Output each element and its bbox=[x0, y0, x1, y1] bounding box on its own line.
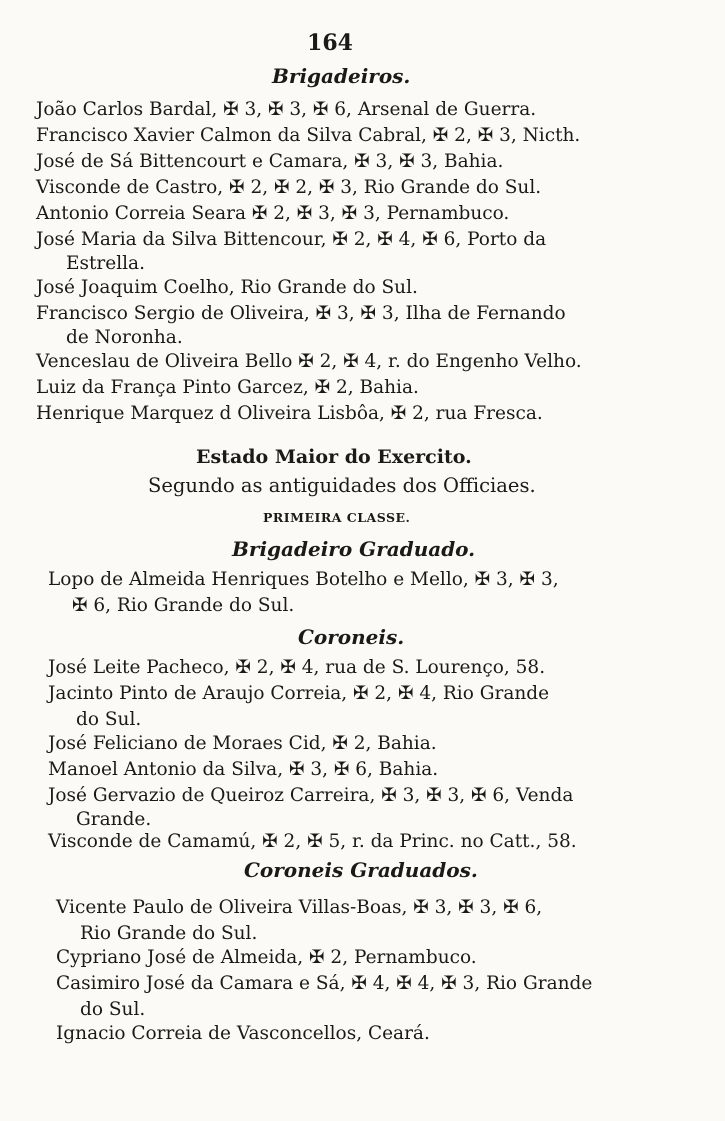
brigadeiro-graduado-heading: Brigadeiro Graduado. bbox=[232, 537, 476, 561]
entry-line: José de Sá Bittencourt e Camara, ✠ 3, ✠ 3, Bahia. bbox=[36, 151, 504, 172]
entry-line: José Gervazio de Queiroz Carreira, ✠ 3, ✠ 3, ✠ 6, Venda bbox=[48, 785, 574, 806]
staff-title: Estado Maior do Exercito. bbox=[196, 446, 472, 468]
coroneis-graduados-heading: Coroneis Graduados. bbox=[244, 858, 478, 882]
section-heading-brigadeiros: Brigadeiros. bbox=[272, 64, 411, 88]
staff-subtitle: Segundo as antiguidades dos Officiaes. bbox=[148, 474, 536, 497]
entry-line: Casimiro José da Camara e Sá, ✠ 4, ✠ 4, ✠ 3, Rio Grande bbox=[56, 973, 593, 994]
entry-continuation: de Noronha. bbox=[66, 327, 183, 348]
entry-continuation: do Sul. bbox=[80, 999, 146, 1020]
entry-line: Ignacio Correia de Vasconcellos, Ceará. bbox=[56, 1023, 430, 1044]
page-number: 164 bbox=[307, 30, 353, 56]
entry-line: Cypriano José de Almeida, ✠ 2, Pernambuco. bbox=[56, 947, 477, 968]
entry-line: Visconde de Castro, ✠ 2, ✠ 2, ✠ 3, Rio Grande do Sul. bbox=[36, 177, 542, 198]
entry-line: Henrique Marquez d Oliveira Lisbôa, ✠ 2, rua Fresca. bbox=[36, 403, 543, 424]
entry-continuation: ✠ 6, Rio Grande do Sul. bbox=[72, 595, 295, 616]
entry-line: Francisco Xavier Calmon da Silva Cabral, ✠ 2, ✠ 3, Nicth. bbox=[36, 125, 581, 146]
entry-line: Luiz da França Pinto Garcez, ✠ 2, Bahia. bbox=[36, 377, 419, 398]
entry-continuation: Rio Grande do Sul. bbox=[80, 923, 258, 944]
entry-line: José Leite Pacheco, ✠ 2, ✠ 4, rua de S. Lourenço, 58. bbox=[48, 657, 546, 678]
entry-line: Visconde de Camamú, ✠ 2, ✠ 5, r. da Princ. no Catt., 58. bbox=[48, 831, 577, 852]
entry-continuation: do Sul. bbox=[76, 709, 142, 730]
entry-line: Francisco Sergio de Oliveira, ✠ 3, ✠ 3, Ilha de Fernando bbox=[36, 303, 566, 324]
entry-line: Antonio Correia Seara ✠ 2, ✠ 3, ✠ 3, Pernambuco. bbox=[36, 203, 510, 224]
entry-line: Lopo de Almeida Henriques Botelho e Mello, ✠ 3, ✠ 3, bbox=[48, 569, 559, 590]
entry-line: José Maria da Silva Bittencour, ✠ 2, ✠ 4, ✠ 6, Porto da bbox=[36, 229, 547, 250]
entry-line: Venceslau de Oliveira Bello ✠ 2, ✠ 4, r. do Engenho Velho. bbox=[36, 351, 582, 372]
coroneis-heading: Coroneis. bbox=[298, 625, 405, 649]
entry-line: Jacinto Pinto de Araujo Correia, ✠ 2, ✠ 4, Rio Grande bbox=[48, 683, 550, 704]
entry-line: João Carlos Bardal, ✠ 3, ✠ 3, ✠ 6, Arsenal de Guerra. bbox=[36, 99, 537, 120]
class-heading: PRIMEIRA CLASSE. bbox=[263, 510, 411, 525]
entry-line: Manoel Antonio da Silva, ✠ 3, ✠ 6, Bahia. bbox=[48, 759, 439, 780]
entry-line: José Joaquim Coelho, Rio Grande do Sul. bbox=[36, 277, 418, 298]
entry-continuation: Grande. bbox=[76, 809, 152, 830]
entry-continuation: Estrella. bbox=[66, 253, 145, 274]
entry-line: Vicente Paulo de Oliveira Villas-Boas, ✠ 3, ✠ 3, ✠ 6, bbox=[56, 897, 543, 918]
entry-line: José Feliciano de Moraes Cid, ✠ 2, Bahia. bbox=[48, 733, 437, 754]
